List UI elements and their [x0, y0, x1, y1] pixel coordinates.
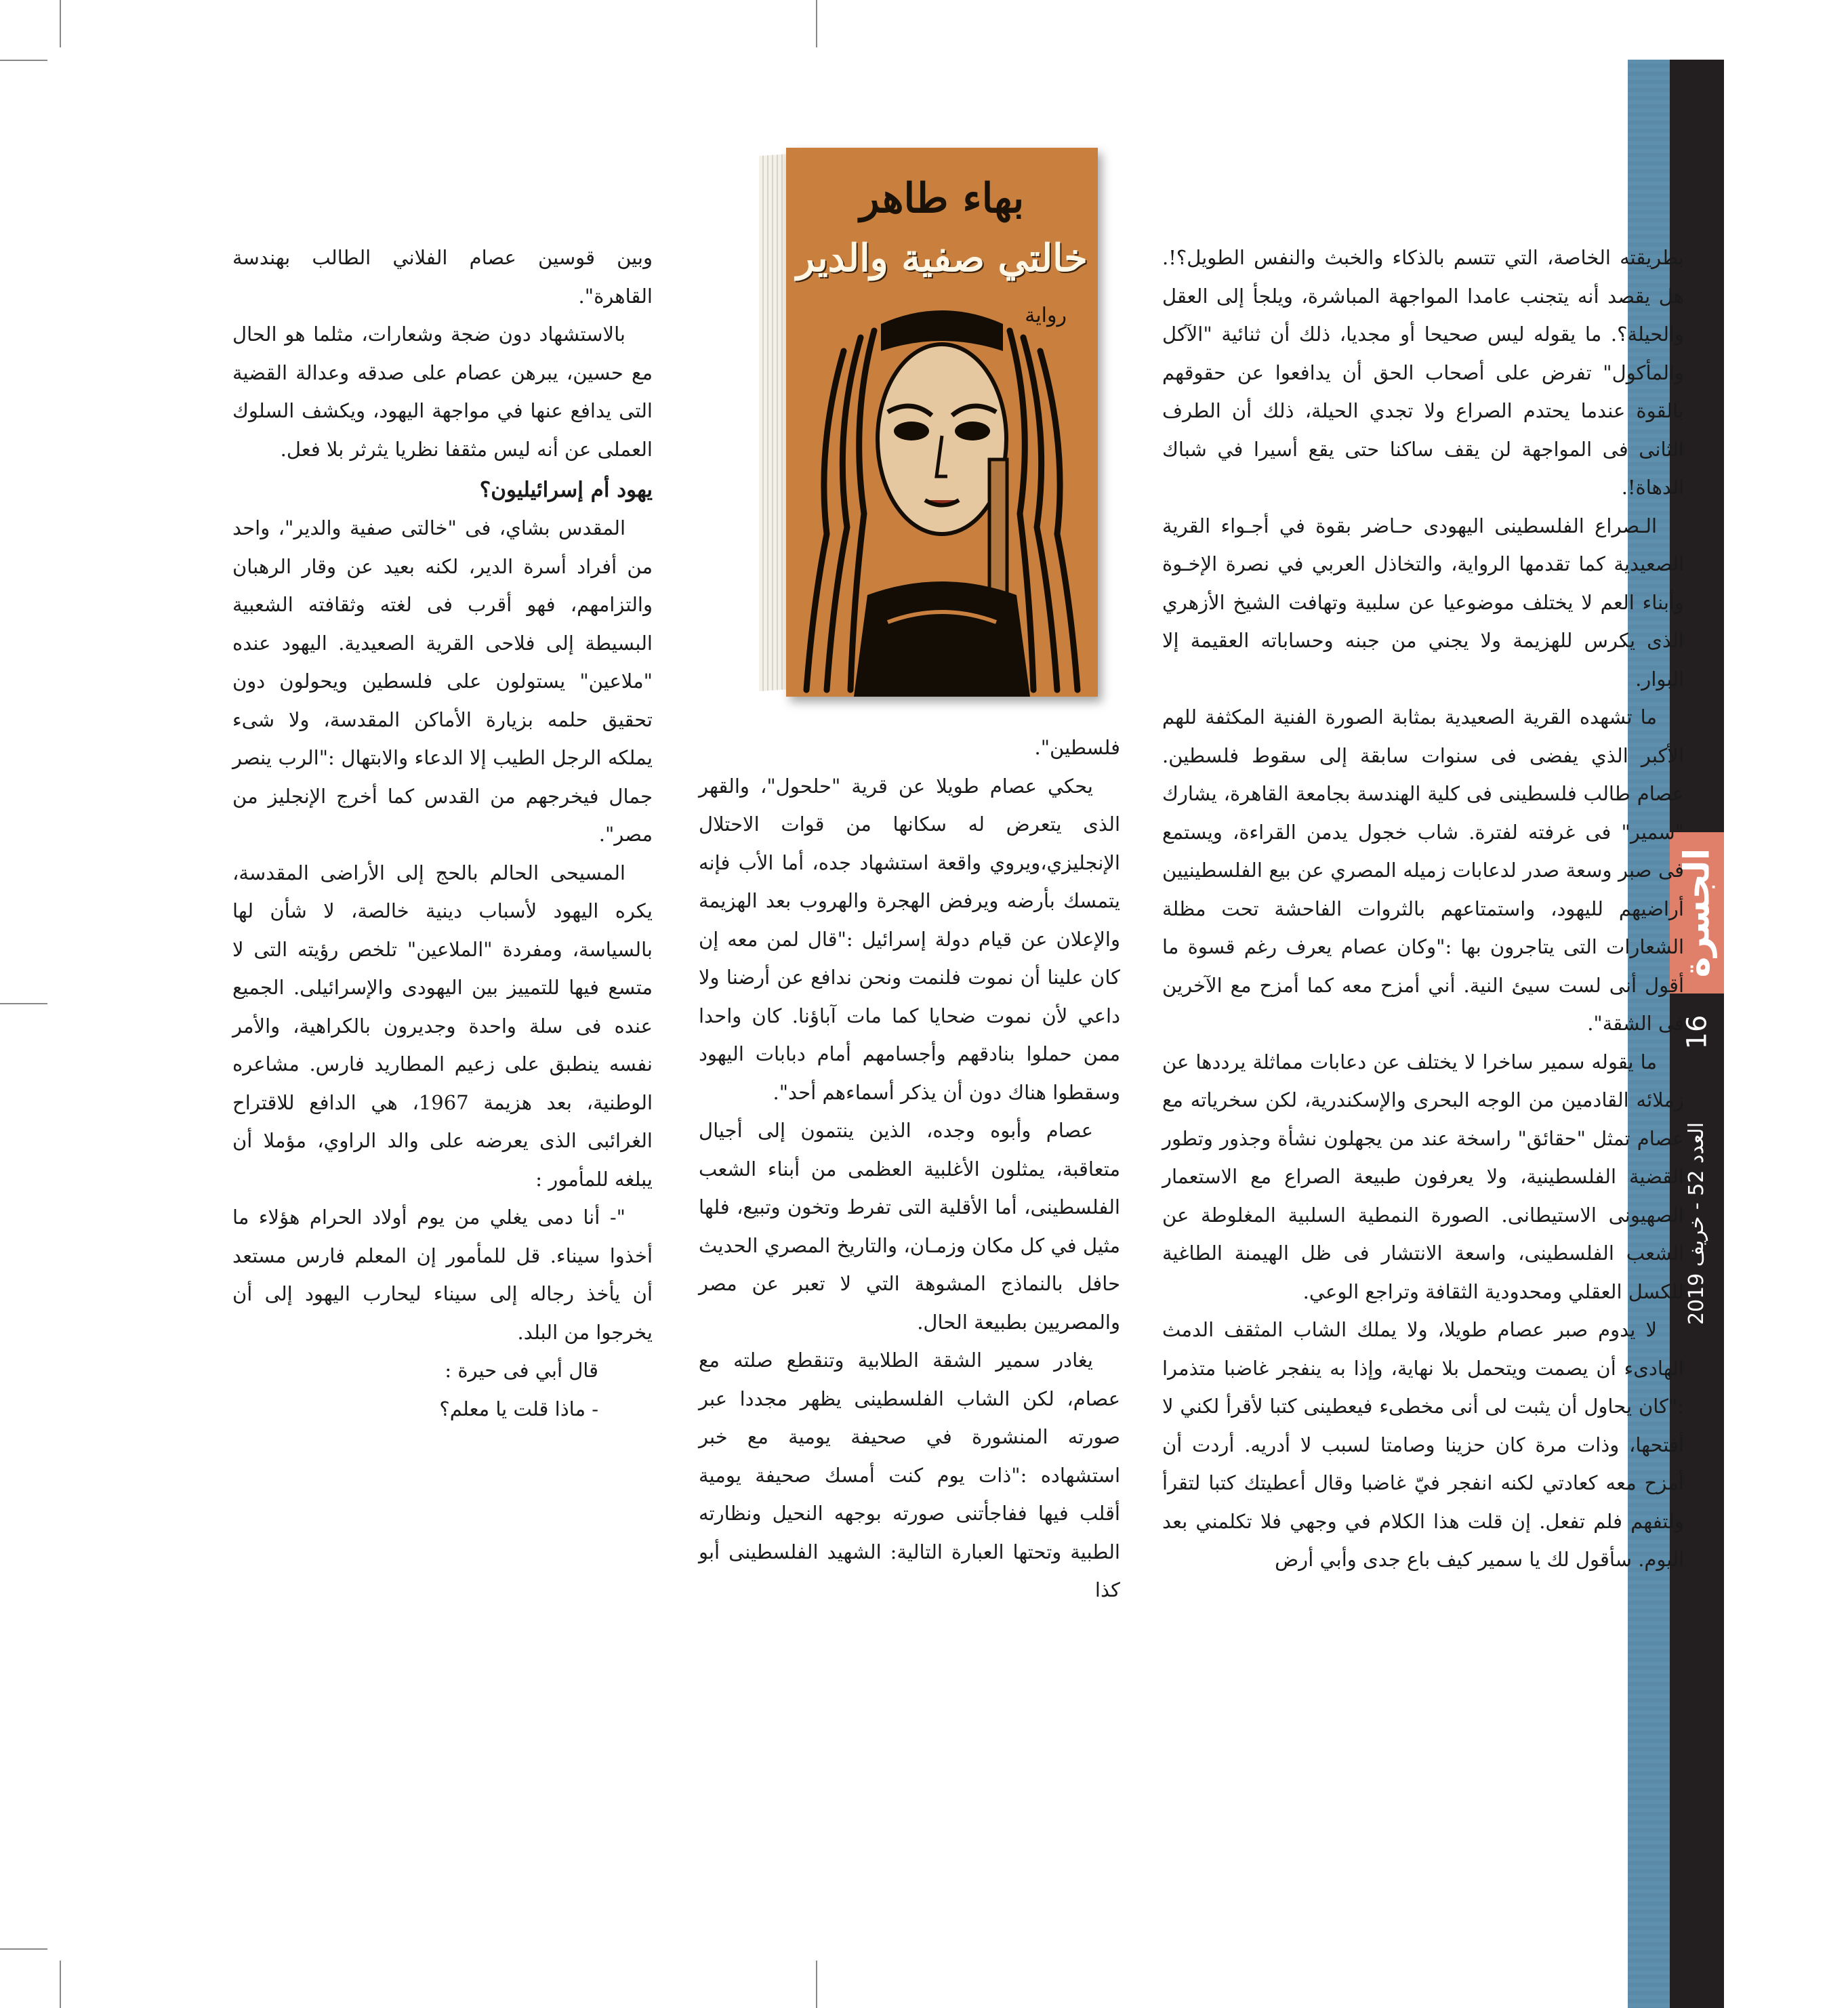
book-title: خالتي صفية والدير [796, 236, 1088, 281]
crop-mark [60, 0, 61, 47]
book-cover-image [759, 148, 1098, 703]
paragraph: بالاستشهاد دون ضجة وشعارات، مثلما هو الحال مع حسين، يبرهن عصام على صدقه وعدالة القضية التى يدافع عنها في مواجهة اليهود، ويكشف السلوك العملى عن أنه ليس مثقفا نظريا يثرثر بلا فعل. [232, 323, 653, 461]
article-column-left [232, 239, 653, 1428]
magazine-logo-text: الجسرة [1677, 848, 1718, 978]
paragraph: عصام وأبوه وجده، الذين ينتمون إلى أجيال متعاقبة، يمثلون الأغلبية العظمى من أبناء الشعب الفلسطينى، أما الأقلية التى تفرط وتخون وتبيع، فلها مثيل في كل مكان وزمـان، والتاريخ المصري الحديث حافل بالنماذج المشوهة التي لا تعبر عن مصر والمصريين بطبيعة الحال. [699, 1119, 1120, 1334]
paragraph: المقدس بشاي، فى "خالتى صفية والدير"، واحد من أفراد أسرة الدير، لكنه بعيد عن وقار الرهبان والتزامهم، فهو أقرب فى لغته وثقافته الشعبية البسيطة إلى فلاحى القرية الصعيدية. اليهود عنده "ملاعين" يستولون على فلسطين ويحولون دون تحقيق حلمه بزيارة الأماكن المقدسة، ولا شىء يملكه الرجل الطيب إلا الدعاء والابتهال :"الرب ينصر جمال فيخرجهم من القدس كما أخرج الإنجليز من مصر". [232, 516, 653, 846]
crop-mark [0, 60, 47, 61]
paragraph: "- أنا دمى يغلي من يوم أولاد الحرام هؤلاء ما أخذوا سيناء. قل للمأمور إن المعلم فارس مستعد أن يأخذ رجاله إلى سيناء ليحارب اليهود إلى أن يخرجوا من البلد. [232, 1206, 653, 1344]
book-cover [786, 148, 1098, 697]
paragraph: ما تشهده القرية الصعيدية بمثابة الصورة الفنية المكثفة للهم الأكبر الذي يفضى فى سنوات سابقة إلى سقوط فلسطين. عصام طالب فلسطينى فى كلية الهندسة بجامعة القاهرة، يشارك "سمير" فى غرفته لفترة. شاب خجول يدمن القراءة، ويستمع فى صبر وسعة صدر لدعابات زميله المصري عن بيع الفلسطينيين أراضيهم لليهود، واستمتاعهم بالثروات الفاحشة تحت مظلة الشعارات التى يتاجرون بها :"وكان عصام يعرف رغم قسوة ما أقول أنى لست سيئ النية. أني أمزح معه كما أمزح مع الآخرين فى الشقة". [1162, 705, 1684, 1035]
dialogue-line: قال أبي فى حيرة : [445, 1359, 598, 1382]
article-column-middle [699, 729, 1120, 1610]
paragraph: وبين قوسين عصام الفلاني الطالب بهندسة القاهرة". [232, 246, 653, 308]
woman-portrait-illustration [786, 310, 1098, 697]
paragraph: بطريقته الخاصة، التي تتسم بالذكاء والخبث والنفس الطويل؟!. هل يقصد أنه يتجنب عامدا المواجهة المباشرة، ويلجأ إلى العقل والحيلة؟. ما يقوله ليس صحيحا أو مجديا، ذلك أن ثنائية "الآكل والمأكول" تفرض على أصحاب الحق أن يدافعوا عن حقوقهم بالقوة عندما يحتدم الصراع ولا تجدي الحيلة، ذلك أن الطرف الثانى فى المواجهة لن يقف ساكنا حتى يقع أسيرا في شباك الدهاة!. [1162, 246, 1684, 499]
crop-mark [816, 0, 817, 47]
dialogue-line: - ماذا قلت يا معلم؟ [439, 1397, 598, 1420]
paragraph: المسيحى الحالم بالحج إلى الأراضى المقدسة، يكره اليهود لأسباب دينية خالصة، لا شأن لها بالسياسة، ومفردة "الملاعين" تلخص رؤيته التى لا متسع فيها للتمييز بين اليهودى والإسرائيلى. الجميع عنده فى سلة واحدة وجديرون بالكراهية، والأمر نفسه ينطبق على زعيم المطاريد فارس. مشاعره الوطنية، بعد هزيمة 1967، هي الدافع للاقتراح الغرائبى الذى يعرضه على والد الراوي، مؤملا أن يبلغه للمأمور : [232, 861, 653, 1191]
page-number-text: 16 [1681, 1015, 1712, 1050]
article-column-right [1162, 239, 1684, 1579]
book-genre: رواية [1025, 304, 1067, 327]
crop-mark [0, 1003, 47, 1004]
paragraph: فلسطين". [1034, 736, 1120, 759]
book-author: بهاء طاهر [859, 175, 1025, 222]
crop-mark [816, 1961, 817, 2008]
crop-mark [60, 1961, 61, 2008]
crop-mark [0, 1948, 47, 1950]
paragraph: ما يقوله سمير ساخرا لا يختلف عن دعابات مماثلة يرددها عن زملائه القادمين من الوجه البحرى والإسكندرية، لكن سخرياته مع عصام تمثل "حقائق" راسخة عند من يجهلون نشأة وجذور وتطور القضية الفلسطينية، ولا يعرفون طبيعة الصراع مع الاستعمار الصهيونى الاستيطانى. الصورة النمطية السلبية المغلوطة عن الشعب الفلسطينى، واسعة الانتشار فى ظل الهيمنة الطاغية للكسل العقلي ومحدودية الثقافة وتراجع الوعي. [1162, 1050, 1684, 1303]
paragraph: يغادر سمير الشقة الطلابية وتنقطع صلته مع عصام، لكن الشاب الفلسطينى يظهر مجددا عبر صورته المنشورة في صحيفة يومية مع خبر استشهاده :"ذات يوم كنت أمسك صحيفة يومية أقلب فيها ففاجأتنى صورته بوجهه النحيل ونظارته الطبية وتحتها العبارة التالية: الشهيد الفلسطينى أبو كذا [699, 1349, 1120, 1601]
paragraph: يحكي عصام طويلا عن قرية "حلحول"، والقهر الذى يتعرض له سكانها من قوات الاحتلال الإنجليزي،ويروي واقعة استشهاد جده، أما الأب فإنه يتمسك بأرضه ويرفض الهجرة والهروب بعد الهزيمة والإعلان عن قيام دولة إسرائيل :"قال لمن معه إن كان علينا أن نموت فلنمت ونحن ندافع عن أرضنا ولا داعي لأن نموت ضحايا كما مات آباؤنا. كان واحدا ممن حملوا بنادقهم وأجسامهم أمام دبابات اليهود وسقطوا هناك دون أن يذكر أسماءهم أحد". [699, 774, 1120, 1104]
section-heading: يهود أم إسرائيليون؟ [479, 478, 653, 502]
issue-label-text: العدد 52 - خريف 2019 [1685, 1122, 1709, 1325]
paragraph: الـصراع الفلسطينى اليهودى حـاضر بقوة في أجـواء القرية الصعيدية كما تقدمها الرواية، والتخاذل العربي في نصرة الإخـوة وأبناء العم لا يختلف موضوعيا عن سلبية وتهافت الشيخ الأزهري الذى يكرس للهزيمة ولا يجني من جبنه وحساباته العقيمة إلا البوار. [1162, 514, 1684, 691]
paragraph: لا يدوم صبر عصام طويلا، ولا يملك الشاب المثقف الدمث الهادىء أن يصمت ويتحمل بلا نهاية، وإذا به ينفجر غاضبا متذمرا :"كان يحاول أن يثبت لى أنى مخطىء فيعطينى كتبا لأقرأ لكني لا أفتحها، وذات مرة كان حزينا وصامتا لسبب لا أدريه. أردت أن أمزح معه كعادتي لكنه انفجر فيّ غاضبا وقال أعطيتك كتبا لتقرأ ولتفهم فلم تفعل. إن قلت هذا الكلام في وجهي فلا تكلمني بعد اليوم. سأقول لك يا سمير كيف باع جدى وأبي أرض [1162, 1318, 1684, 1571]
